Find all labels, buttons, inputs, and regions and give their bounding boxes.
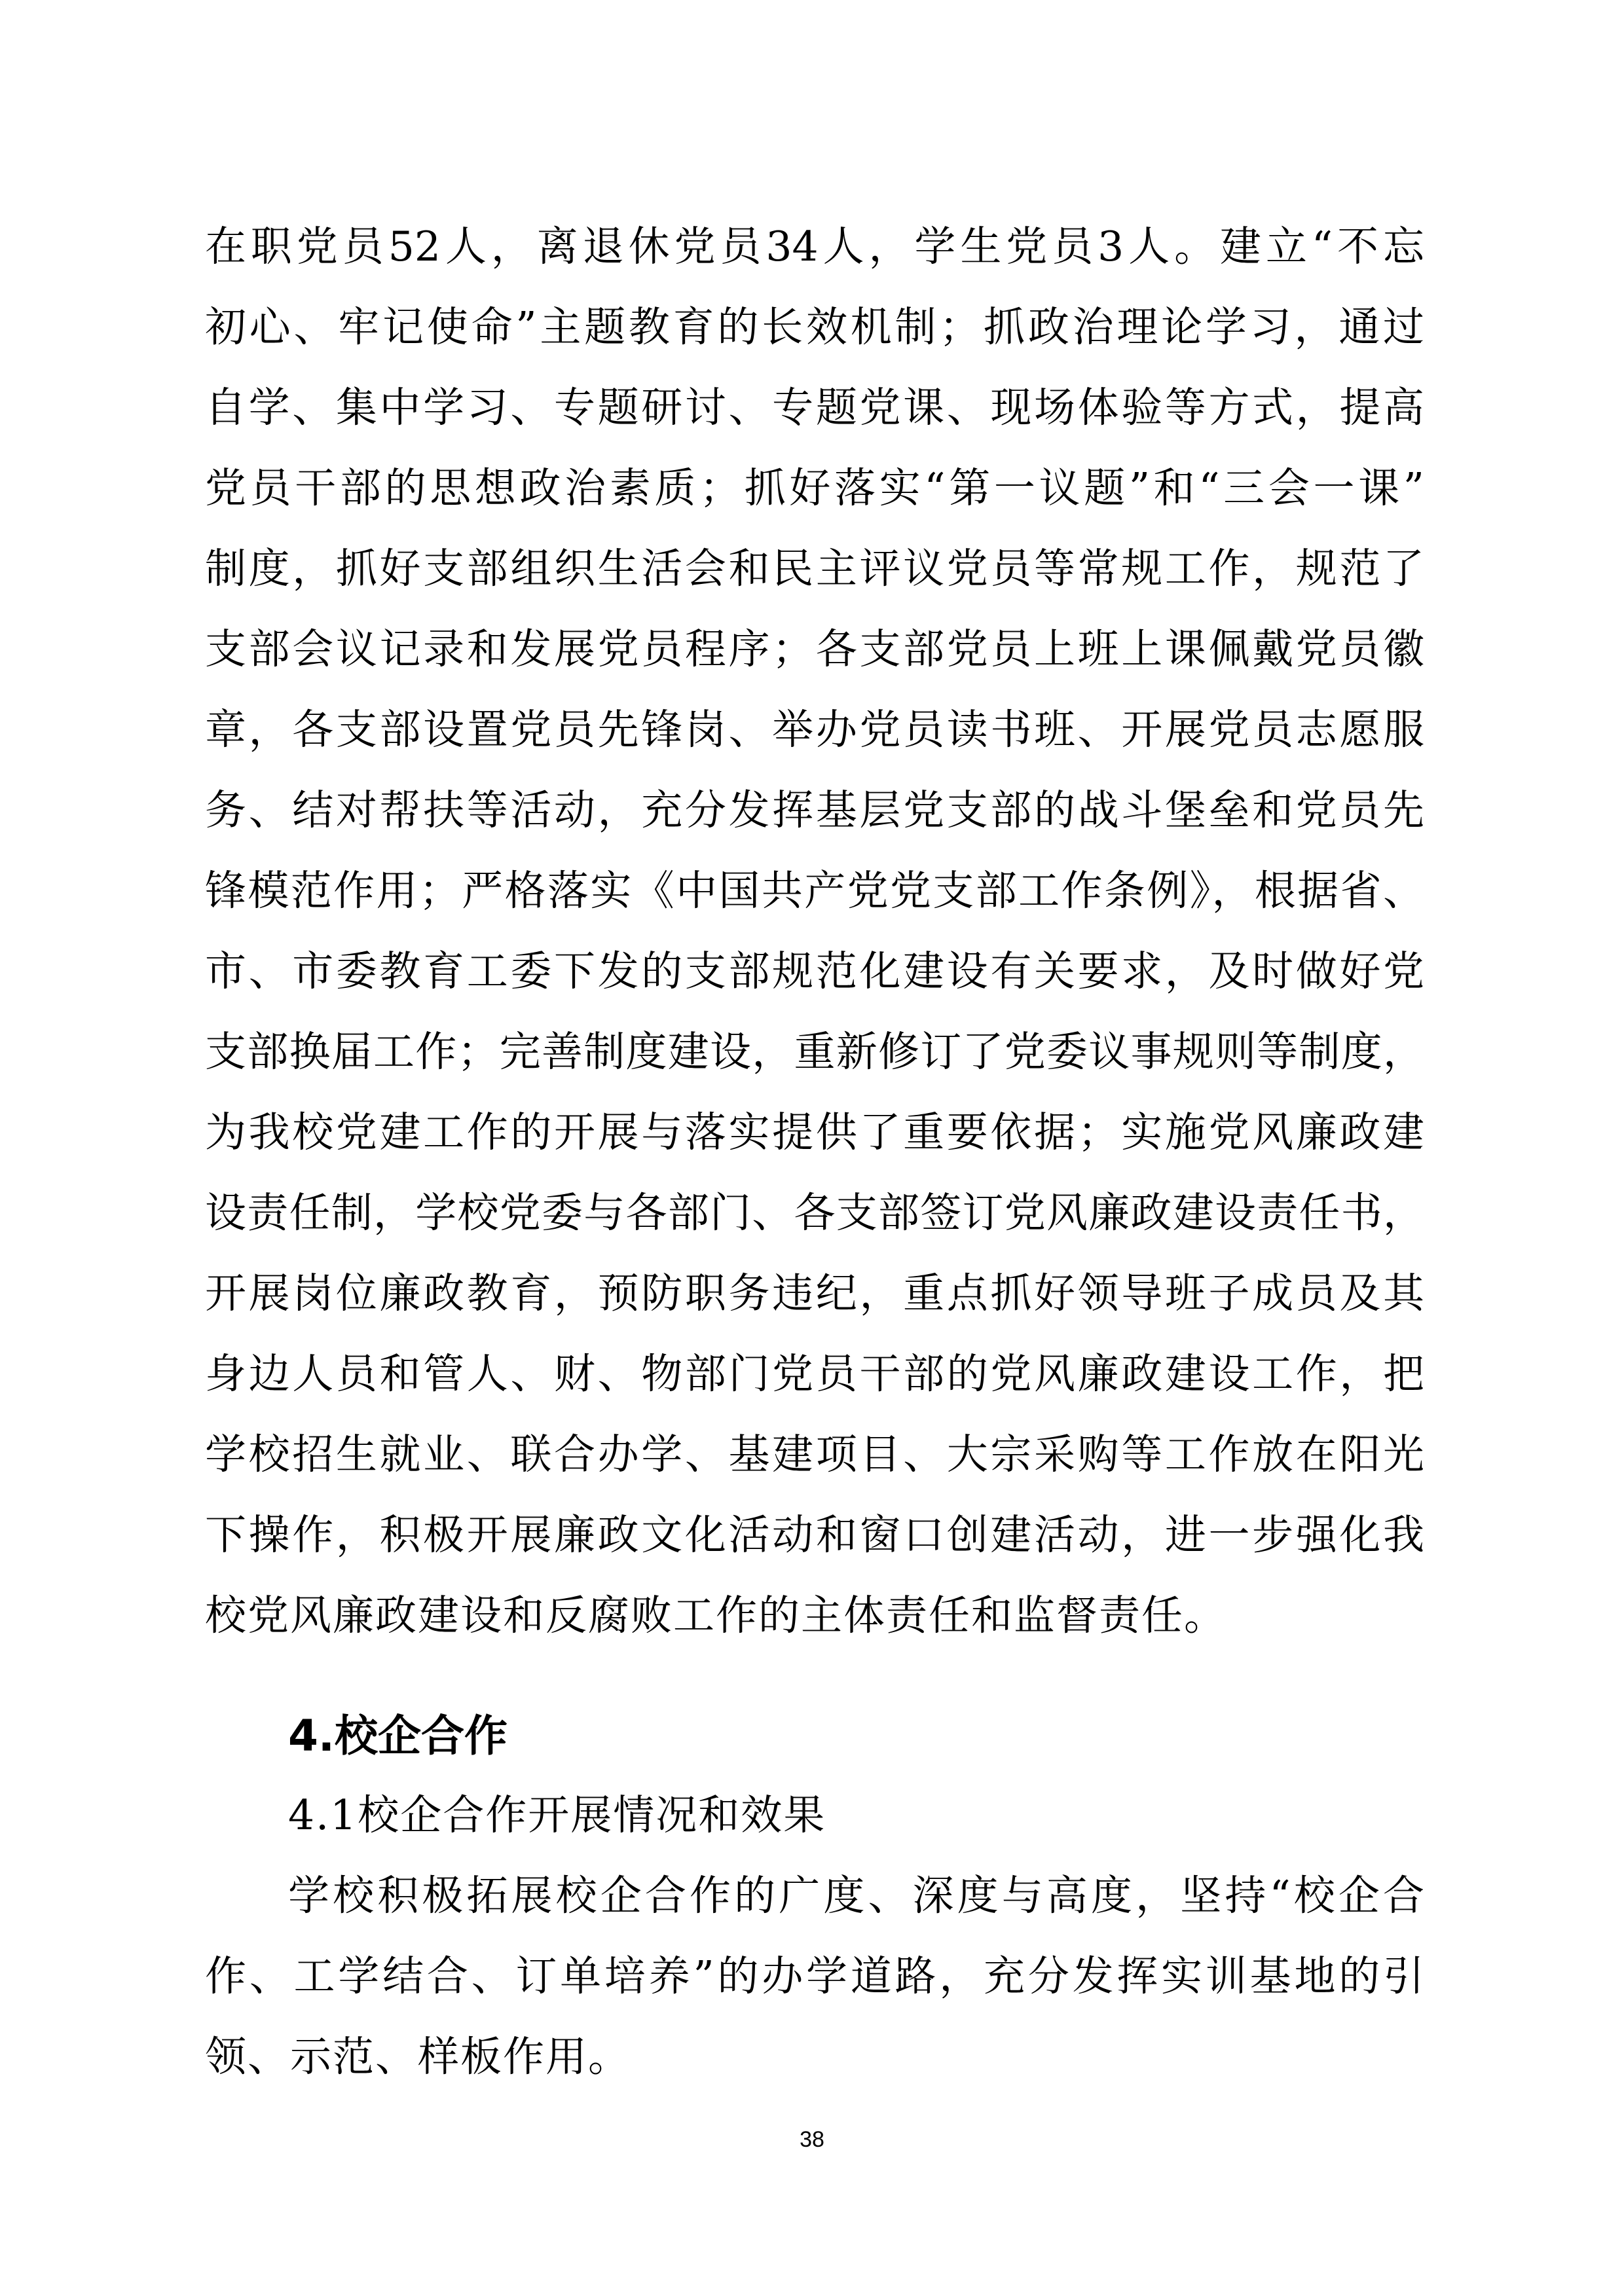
paragraph-line: 学校积极拓展校企合作的广度、深度与高度，坚持“校企合 [288, 1872, 1424, 1920]
paragraph-line: 开展岗位廉政教育，预防职务违纪，重点抓好领导班子成员及其 [205, 1269, 1424, 1317]
paragraph-line: 下操作，积极开展廉政文化活动和窗口创建活动，进一步强化我 [205, 1511, 1424, 1559]
paragraph-line: 务、结对帮扶等活动，充分发挥基层党支部的战斗堡垒和党员先 [205, 786, 1424, 834]
paragraph-line: 制度，抓好支部组织生活会和民主评议党员等常规工作，规范了 [205, 545, 1424, 592]
paragraph-line: 设责任制，学校党委与各部门、各支部签订党风廉政建设责任书， [205, 1189, 1424, 1237]
paragraph-line: 章，各支部设置党员先锋岗、举办党员读书班、开展党员志愿服 [205, 706, 1424, 754]
paragraph-line: 支部换届工作；完善制度建设，重新修订了党委议事规则等制度， [205, 1028, 1424, 1076]
paragraph-line: 领、示范、样板作用。 [205, 2033, 631, 2081]
paragraph-line: 初心、牢记使命”主题教育的长效机制；抓政治理论学习，通过 [205, 303, 1424, 351]
paragraph-line: 市、市委教育工委下发的支部规范化建设有关要求，及时做好党 [205, 947, 1424, 995]
subsection-heading: 4.1校企合作开展情况和效果 [288, 1791, 826, 1839]
paragraph-line: 自学、集中学习、专题研讨、专题党课、现场体验等方式，提高 [205, 384, 1424, 431]
paragraph-line: 支部会议记录和发展党员程序；各支部党员上班上课佩戴党员徽 [205, 625, 1424, 673]
section-heading: 4.校企合作 [288, 1711, 507, 1761]
paragraph-line: 作、工学结合、订单培养”的办学道路，充分发挥实训基地的引 [205, 1952, 1424, 2000]
paragraph-line: 锋模范作用；严格落实《中国共产党党支部工作条例》，根据省、 [205, 867, 1424, 915]
page-number: 38 [800, 2127, 824, 2152]
paragraph-line: 身边人员和管人、财、物部门党员干部的党风廉政建设工作，把 [205, 1350, 1424, 1398]
paragraph-line: 学校招生就业、联合办学、基建项目、大宗采购等工作放在阳光 [205, 1430, 1424, 1478]
paragraph-line: 为我校党建工作的开展与落实提供了重要依据；实施党风廉政建 [205, 1108, 1424, 1156]
paragraph-line: 党员干部的思想政治素质；抓好落实“第一议题”和“三会一课” [205, 464, 1424, 512]
paragraph-line: 在职党员52人，离退休党员34人，学生党员3人。建立“不忘 [205, 223, 1424, 270]
paragraph-line: 校党风廉政建设和反腐败工作的主体责任和监督责任。 [205, 1592, 1227, 1639]
